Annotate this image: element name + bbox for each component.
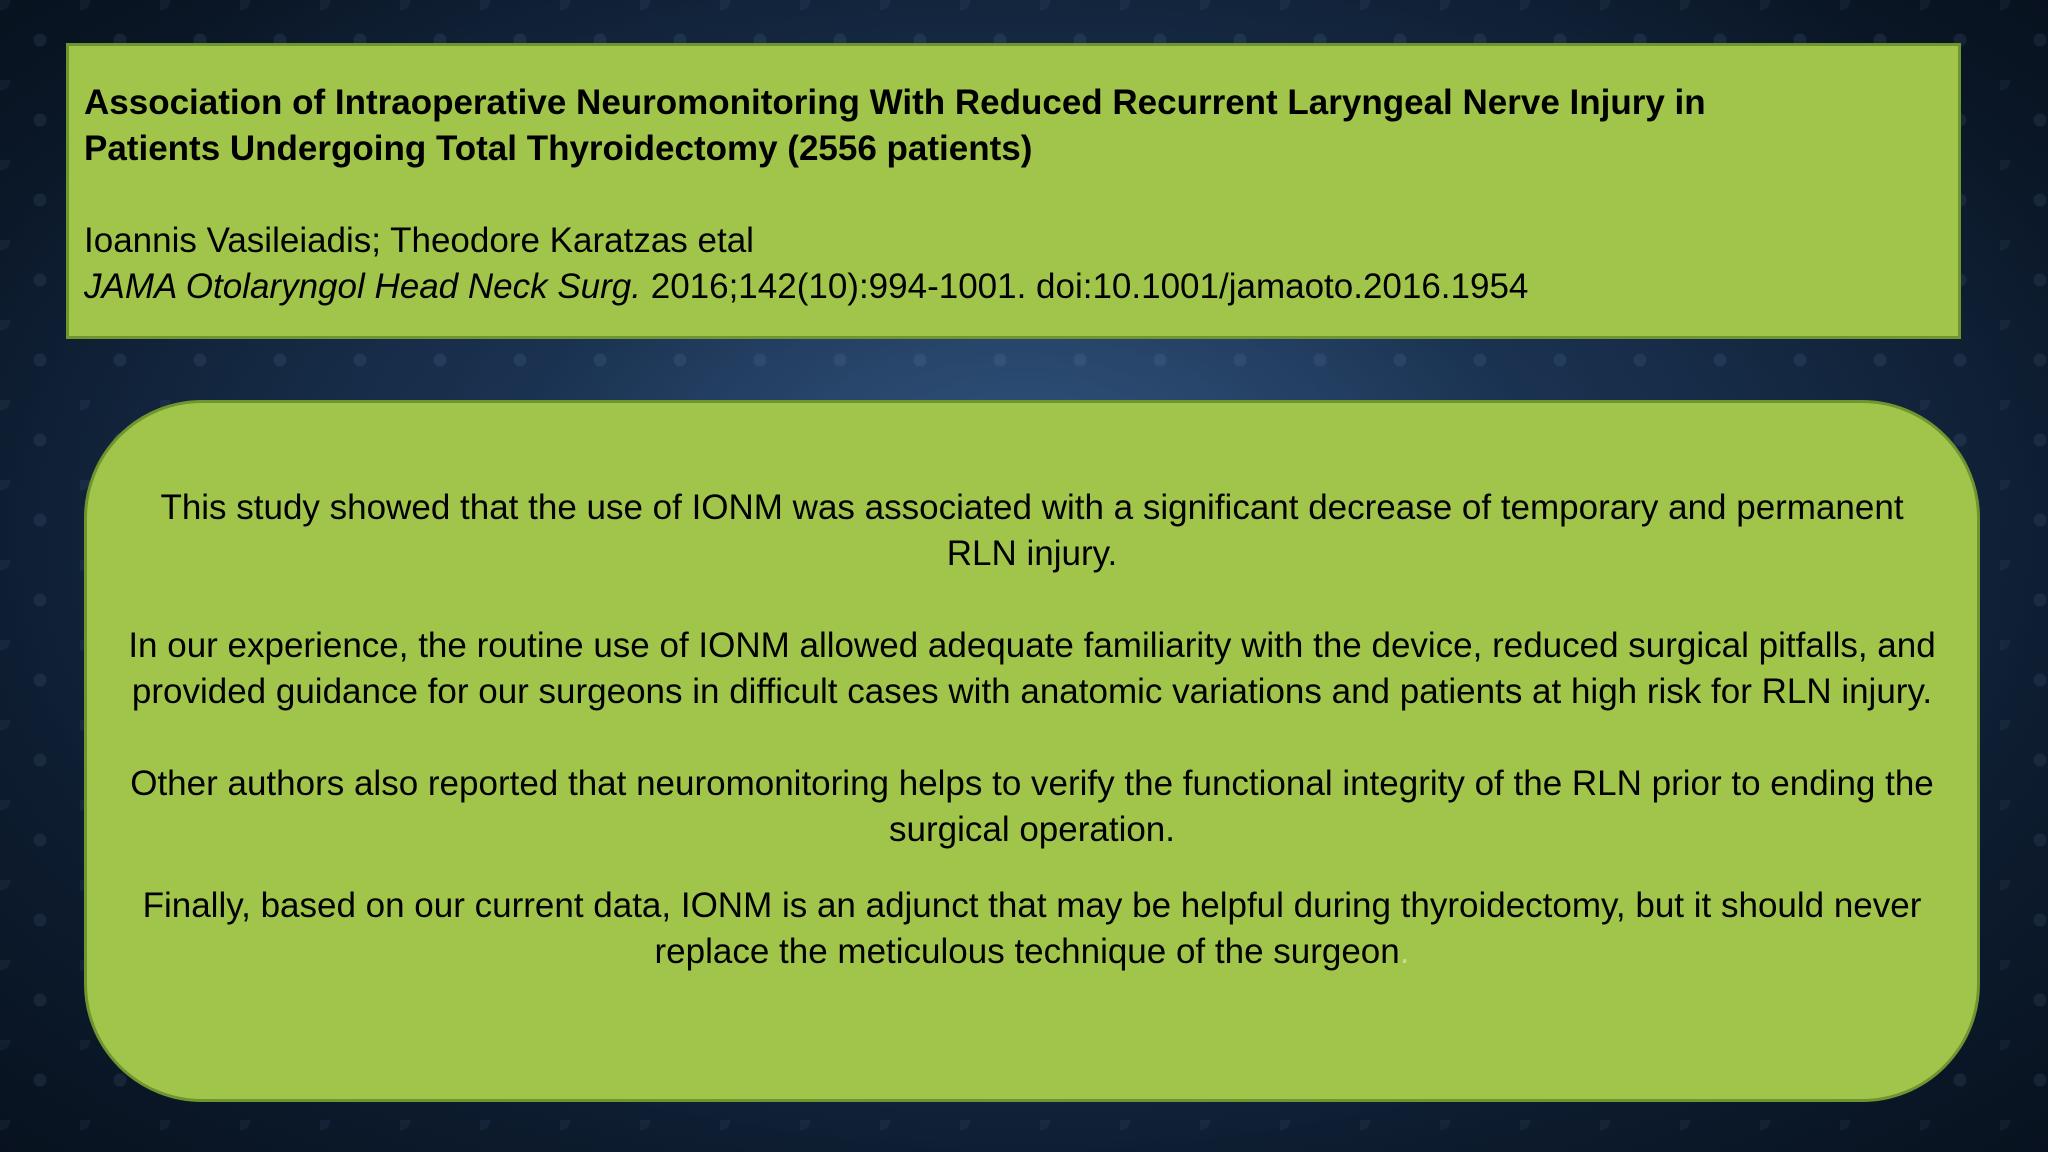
article-title-line2: Patients Undergoing Total Thyroidectomy (2556 patients)	[84, 129, 1033, 168]
summary-paragraph-4-period: .	[1399, 932, 1410, 971]
summary-paragraph-4	[127, 883, 1937, 975]
article-title	[84, 80, 1942, 172]
article-title-line1: Association of Intraoperative Neuromonitoring With Reduced Recurrent Laryngeal Nerve Injury in	[84, 83, 1706, 122]
summary-paragraph-3: Other authors also reported that neuromonitoring helps to verify the functional integrity of the RLN prior to ending the surgical operation.	[130, 764, 1934, 849]
citation-details: 2016;142(10):994-1001. doi:10.1001/jamaoto.2016.1954	[641, 267, 1529, 306]
journal-name: JAMA Otolaryngol Head Neck Surg.	[84, 267, 641, 306]
summary-box	[84, 400, 1980, 1102]
reference-box	[66, 43, 1961, 339]
article-citation	[84, 264, 1942, 310]
article-authors: Ioannis Vasileiadis; Theodore Karatzas etal	[84, 221, 754, 260]
summary-paragraph-2: In our experience, the routine use of IONM allowed adequate familiarity with the device, reduced surgical pitfalls, and provided guidance for our surgeons in difficult cases with anatomic variations and patients at high risk for RLN injury.	[128, 626, 1936, 711]
summary-paragraph-1: This study showed that the use of IONM was associated with a significant decrease of temporary and permanent RLN injury.	[160, 488, 1904, 573]
summary-paragraph-4-text: Finally, based on our current data, IONM is an adjunct that may be helpful during thyroidectomy, but it should never replace the meticulous technique of the surgeon	[142, 886, 1922, 971]
